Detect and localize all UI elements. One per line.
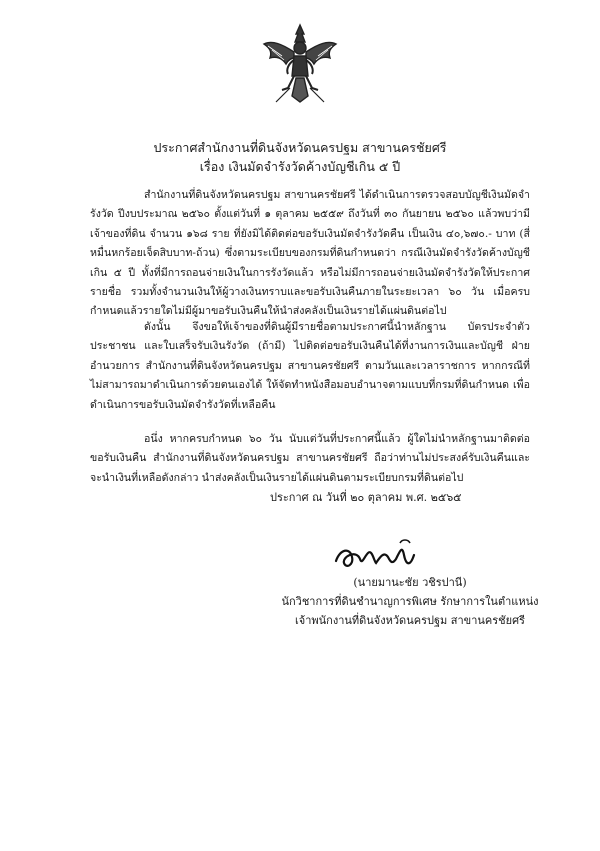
- garuda-emblem-icon: [262, 22, 338, 106]
- announcement-date: ประกาศ ณ วันที่ ๒๐ ตุลาคม พ.ศ. ๒๕๖๕: [270, 491, 462, 504]
- signatory-position-1: นักวิชาการที่ดินชำนาญการพิเศษ รักษาการในตำแหน่ง: [281, 595, 539, 608]
- handwritten-signature-icon: [330, 535, 430, 575]
- body-paragraph-1: สำนักงานที่ดินจังหวัดนครปฐม สาขานครชัยศรี ได้ดำเนินการตรวจสอบบัญชีเงินมัดจำรังวัด ปีงบประมาณ ๒๕๖๐ ตั้งแต่วันที่ ๑ ตุลาคม ๒๕๕๙ ถึงวันที่ ๓๐ กันยายน ๒๕๖๐ แล้วพบว่ามีเจ้าของที่ดิน จำนวน ๑๖๘ ราย ที่ยังมิได้ติดต่อขอรับเงินมัดจำรังวัดคืน เป็นเงิน ๔๐,๖๗๐.- บาท (สี่หมื่นหกร้อยเจ็ดสิบบาท-ถ้วน) ซึ่งตามระเบียบของกรมที่ดินกำหนดว่า กรณีเงินมัดจำรังวัดค้างบัญชีเกิน ๕ ปี ทั้งที่มีการถอนจ่ายเงินในการรังวัดแล้ว หรือไม่มีการถอนจ่ายเงินมัดจำรังวัดให้ประกาศรายชื่อ รวมทั้งจำนวนเงินให้ผู้วางเงินทราบและขอรับเงินคืนภายในระยะเวลา ๖๐ วัน เมื่อครบกำหนดแล้วรายใดไม่มีผู้มาขอรับเงินคืนให้นำส่งคลังเป็นเงินรายได้แผ่นดินต่อไป: [90, 189, 530, 318]
- signatory-name: (นายมานะชัย วชิรปานี): [353, 576, 467, 589]
- announcement-title: ประกาศสำนักงานที่ดินจังหวัดนครปฐม สาขานครชัยศรี: [153, 140, 447, 155]
- body-paragraph-3: อนึ่ง หากครบกำหนด ๖๐ วัน นับแต่วันที่ประกาศนี้แล้ว ผู้ใดไม่นำหลักฐานมาติดต่อขอรับเงินคืน สำนักงานที่ดินจังหวัดนครปฐม สาขานครชัยศรี ถือว่าท่านไม่ประสงค์รับเงินคืนและจะนำเงินที่เหลือดังกล่าว นำส่งคลังเป็นเงินรายได้แผ่นดินตามระเบียบกรมที่ดินต่อไป: [90, 433, 530, 484]
- signatory-position-2: เจ้าพนักงานที่ดินจังหวัดนครปฐม สาขานครชัยศรี: [295, 614, 525, 627]
- body-paragraph-2: ดังนั้น จึงขอให้เจ้าของที่ดินผู้มีรายชื่อตามประกาศนี้นำหลักฐาน บัตรประจำตัวประชาชน และใบเสร็จรับเงินรังวัด (ถ้ามี) ไปติดต่อขอรับเงินคืนได้ที่งานการเงินและบัญชี ฝ่ายอำนวยการ สำนักงานที่ดินจังหวัดนครปฐม สาขานครชัยศรี ตามวันและเวลาราชการ หากกรณีที่ไม่สามารถมาดำเนินการด้วยตนเองได้ ให้จัดทำหนังสือมอบอำนาจตามแบบที่กรมที่ดินกำหนด เพื่อดำเนินการขอรับเงินมัดจำรังวัดที่เหลือคืน: [90, 321, 530, 411]
- announcement-subject: เรื่อง เงินมัดจำรังวัดค้างบัญชีเกิน ๕ ปี: [199, 159, 401, 174]
